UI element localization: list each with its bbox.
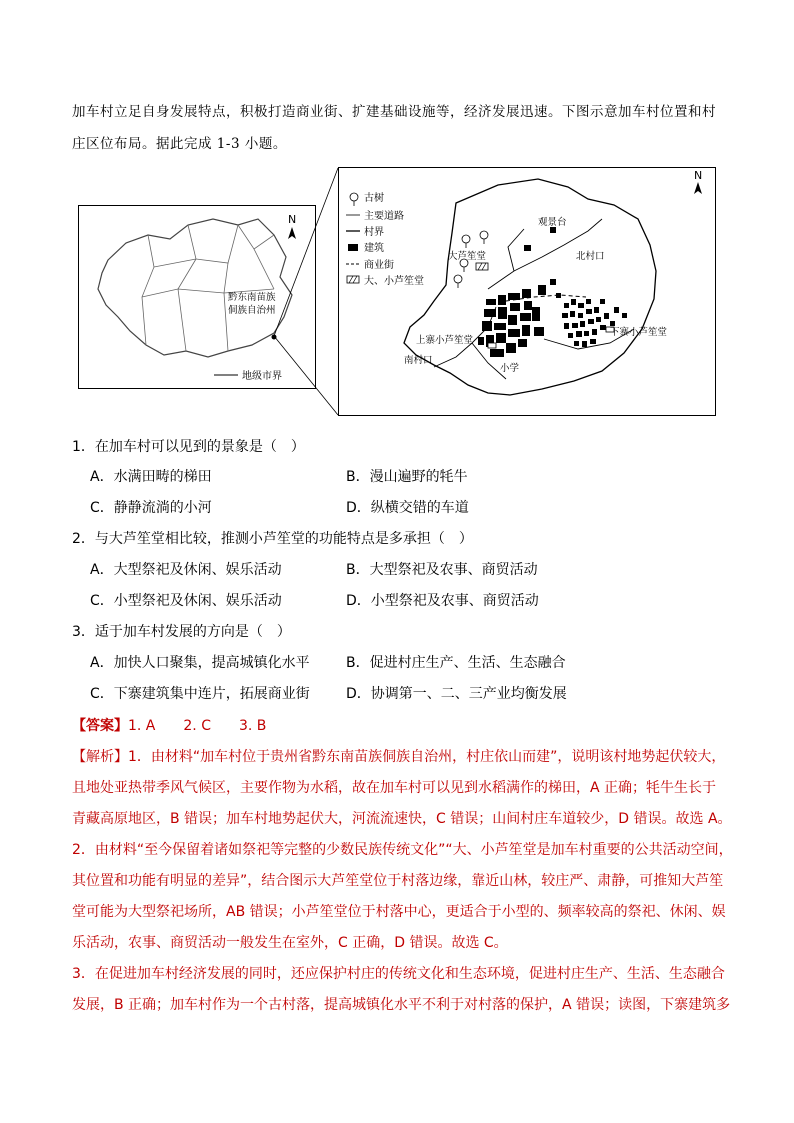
- q3-option-c[interactable]: C．下寨建筑集中连片，拓展商业街: [90, 686, 310, 702]
- q2-option-d[interactable]: D．小型祭祀及农事、商贸活动: [346, 593, 539, 609]
- q3-option-d[interactable]: D．协调第一、二、三产业均衡发展: [346, 686, 567, 702]
- label-school: 小学: [500, 363, 520, 374]
- analysis-line-2: 且地处亚热带季风气候区，主要作物为水稻，故在加车村可以见到水稻满作的梯田，A 正确；牦牛生长于: [72, 780, 717, 796]
- question-2-stem: 2．与大芦笙堂相比较，推测小芦笙堂的功能特点是多承担（ ）: [72, 531, 473, 547]
- q1-option-d[interactable]: D．纵横交错的车道: [346, 500, 469, 516]
- legend-main-road: 主要道路: [364, 211, 404, 222]
- q2-option-b[interactable]: B．大型祭祀及农事、商贸活动: [346, 562, 538, 578]
- analysis-line-5: 其位置和功能有明显的差异”，结合图示大芦笙堂位于村落边缘，靠近山林，较庄严、肃静，可推知大芦笙: [72, 873, 724, 889]
- analysis-line-1: 【解析】1．由材料“加车村位于贵州省黔东南苗族侗族自治州，村庄依山而建”，说明该村地势起伏较大，: [72, 749, 726, 765]
- intro-line-1: 加车村立足自身发展特点，积极打造商业街、扩建基础设施等，经济发展迅速。下图示意加车村位置和村: [72, 104, 716, 120]
- legend-village-boundary: 村界: [364, 227, 384, 238]
- analysis-line-8: 3．在促进加车村经济发展的同时，还应保护村庄的传统文化和生态环境，促进村庄生产、生活、生态融合: [72, 966, 725, 982]
- analysis-line-3: 青藏高原地区，B 错误；加车村地势起伏大，河流流速快，C 错误；山间村庄车道较少，D 错误。故选 A。: [72, 811, 732, 827]
- label-big-lusheng: 大芦笙堂: [448, 251, 487, 262]
- north-label-right: N: [694, 169, 703, 182]
- legend-commercial-street: 商业街: [364, 260, 394, 271]
- analysis-line-4: 2．由材料“至今保留着诸如祭祀等完整的少数民族传统文化”“大、小芦笙堂是加车村重要的公共活动空间，: [72, 842, 733, 858]
- q2-option-c[interactable]: C．小型祭祀及休闲、娱乐活动: [90, 593, 282, 609]
- map-connector: [270, 166, 340, 420]
- label-upper-small-lusheng: 上寨小芦笙堂: [416, 335, 474, 346]
- village-layout-map: [338, 167, 716, 416]
- legend-tree: 古树: [364, 193, 384, 204]
- intro-line-2: 庄区位布局。据此完成 1-3 小题。: [72, 136, 287, 152]
- answer-tag: 【答案】: [72, 718, 128, 734]
- north-label-left: N: [288, 213, 297, 226]
- label-lower-small-lusheng: 下寨小芦笙堂: [610, 327, 668, 338]
- q3-option-b[interactable]: B．促进村庄生产、生活、生态融合: [346, 655, 566, 671]
- q1-option-b[interactable]: B．漫山遍野的牦牛: [346, 469, 468, 485]
- region-label-1: 黔东南苗族: [228, 292, 276, 303]
- analysis-line-9: 发展，B 正确；加车村作为一个古村落，提高城镇化水平不利于对村落的保护，A 错误；读图，下寨建筑多: [72, 997, 731, 1013]
- q1-option-c[interactable]: C．静静流淌的小河: [90, 500, 212, 516]
- analysis-line-7: 乐活动，农事、商贸活动一般发生在室外，C 正确，D 错误。故选 C。: [72, 935, 508, 951]
- label-viewpoint: 观景台: [538, 217, 567, 228]
- label-north-entrance: 北村口: [576, 251, 605, 262]
- answer-line: [72, 715, 266, 735]
- question-3-stem: 3．适于加车村发展的方向是（ ）: [72, 624, 291, 640]
- answer-text: 1. A 2. C 3. B: [128, 718, 267, 734]
- q2-option-a[interactable]: A．大型祭祀及休闲、娱乐活动: [90, 562, 282, 578]
- q3-option-a[interactable]: A．加快人口聚集，提高城镇化水平: [90, 655, 310, 671]
- label-south-entrance: 南村口: [404, 355, 433, 366]
- question-1-stem: 1．在加车村可以见到的景象是（ ）: [72, 439, 305, 455]
- q1-option-a[interactable]: A．水满田畴的梯田: [90, 469, 212, 485]
- region-label-2: 侗族自治州: [228, 305, 276, 316]
- legend-lusheng-hall: 大、小芦笙堂: [364, 276, 424, 287]
- analysis-line-6: 堂可能为大型祭祀场所，AB 错误；小芦笙堂位于村落中心，更适合于小型的、频率较高的祭祀、休闲、娱: [72, 904, 726, 920]
- left-map-legend: 地级市界: [242, 371, 282, 382]
- legend-building: 建筑: [364, 243, 384, 254]
